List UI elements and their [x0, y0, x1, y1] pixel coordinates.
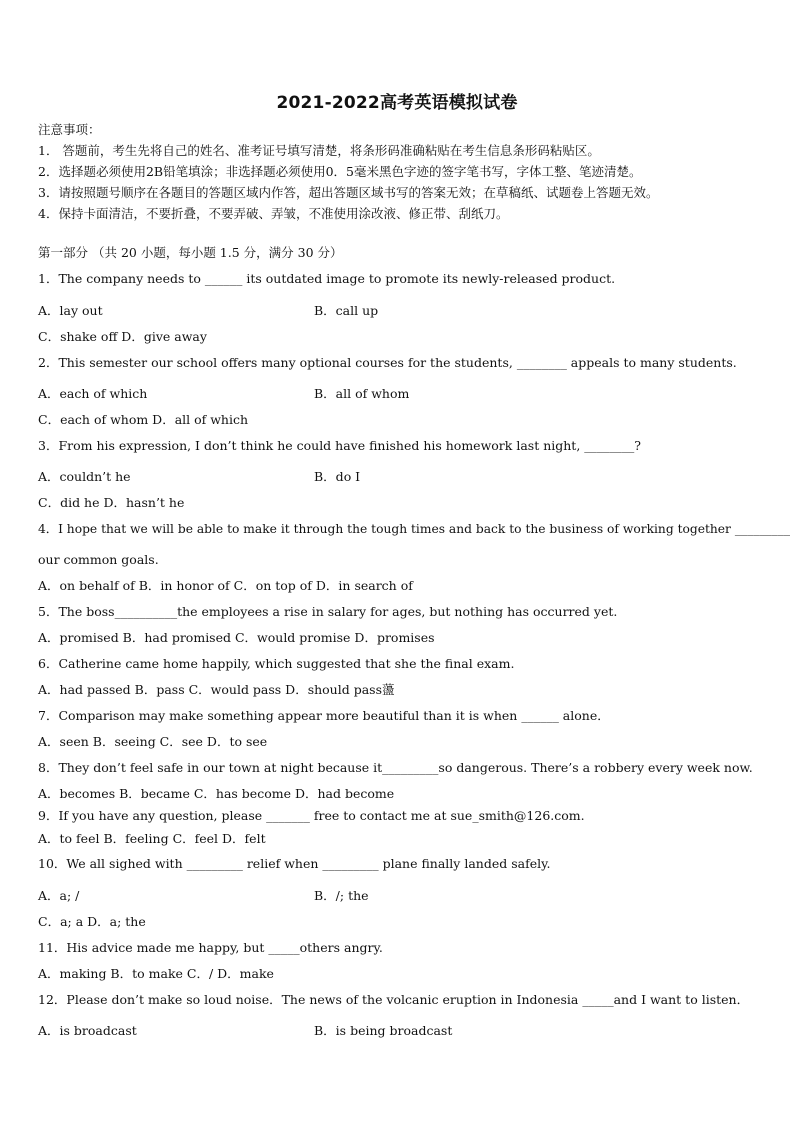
question-stem: 12．Please don’t make so loud noise．The news of the volcanic eruption in Indonesia _____and I want to listen．	[38, 992, 750, 1007]
options-line: A．making B．to make C．/ D．make	[38, 966, 274, 981]
options-line: A．to feel B．feeling C．feel D．felt	[38, 831, 266, 846]
question-stem: 4．I hope that we will be able to make it through the tough times and back to the business of working together _________	[38, 521, 790, 536]
notice-heading: 注意事项：	[38, 122, 101, 137]
option-b: B．call up	[314, 303, 379, 318]
option-c-d: C．each of whom D．all of which	[38, 412, 249, 427]
option-a: A．a; /	[38, 888, 80, 903]
options-line: A．seen B．seeing C．see D．to see	[38, 734, 268, 749]
question-stem: 11．His advice made me happy, but _____others angry.	[38, 940, 383, 955]
notice-item: 1． 答题前，考生先将自己的姓名、准考证号填写清楚，将条形码准确粘贴在考生信息条形码粘贴区。	[38, 143, 600, 158]
option-c-d: C．did he D．hasn’t he	[38, 495, 185, 510]
notice-item: 2．选择题必须使用2B铅笔填涂；非选择题必须使用0．5毫米黑色字迹的签字笔书写，字体工整、笔迹清楚。	[38, 164, 642, 179]
notice-item: 3．请按照题号顺序在各题目的答题区域内作答，超出答题区域书写的答案无效；在草稿纸、试题卷上答题无效。	[38, 185, 659, 200]
question-stem: 8．They don’t feel safe in our town at night because it_________so dangerous. There’s a robbery every week now.	[38, 760, 753, 775]
option-b: B．do I	[314, 469, 361, 484]
option-c-d: C．shake off D．give away	[38, 329, 207, 344]
section-heading: 第一部分 （共 20 小题，每小题 1.5 分，满分 30 分）	[38, 245, 343, 260]
option-a: A．couldn’t he	[38, 469, 131, 484]
options-line: A．becomes B．became C．has become D．had become	[38, 786, 395, 801]
notice-item: 4．保持卡面清洁，不要折叠，不要弄破、弄皱，不准使用涂改液、修正带、刮纸刀。	[38, 206, 509, 221]
question-stem: 5．The boss__________the employees a rise in salary for ages, but nothing has occurred yet.	[38, 604, 618, 619]
option-b: B．/; the	[314, 888, 369, 903]
options-line: A．promised B．had promised C．would promise D．promises	[38, 630, 435, 645]
options-line: A．on behalf of B．in honor of C．on top of D．in search of	[38, 578, 413, 593]
option-b: B．is being broadcast	[314, 1023, 453, 1038]
option-a: A．is broadcast	[38, 1023, 137, 1038]
option-c-d: C．a; a D．a; the	[38, 914, 146, 929]
notice-block	[38, 119, 768, 224]
option-b: B．all of whom	[314, 386, 410, 401]
question-stem: 6．Catherine came home happily, which suggested that she the final exam.	[38, 656, 515, 671]
options-line: A．had passed B．pass C．would pass D．should pass蘯	[38, 682, 395, 697]
question-stem: 7．Comparison may make something appear more beautiful than it is when ______ alone．	[38, 708, 610, 723]
option-a: A．lay out	[38, 303, 103, 318]
question-stem: 1．The company needs to ______ its outdated image to promote its newly-released product.	[38, 271, 616, 286]
option-a: A．each of which	[38, 386, 148, 401]
question-stem: 9．If you have any question, please _______ free to contact me at sue_smith@126.com.	[38, 808, 585, 823]
question-stem: 10．We all sighed with _________ relief when _________ plane finally landed safely.	[38, 856, 551, 871]
question-stem: 2．This semester our school offers many optional courses for the students, ________ appeals to many students.	[38, 355, 737, 370]
question-stem: 3．From his expression, I don’t think he could have finished his homework last night, ________?	[38, 438, 641, 453]
page-title: 2021-2022高考英语模拟试卷	[276, 93, 518, 113]
question-stem-continued: our common goals.	[38, 552, 159, 567]
